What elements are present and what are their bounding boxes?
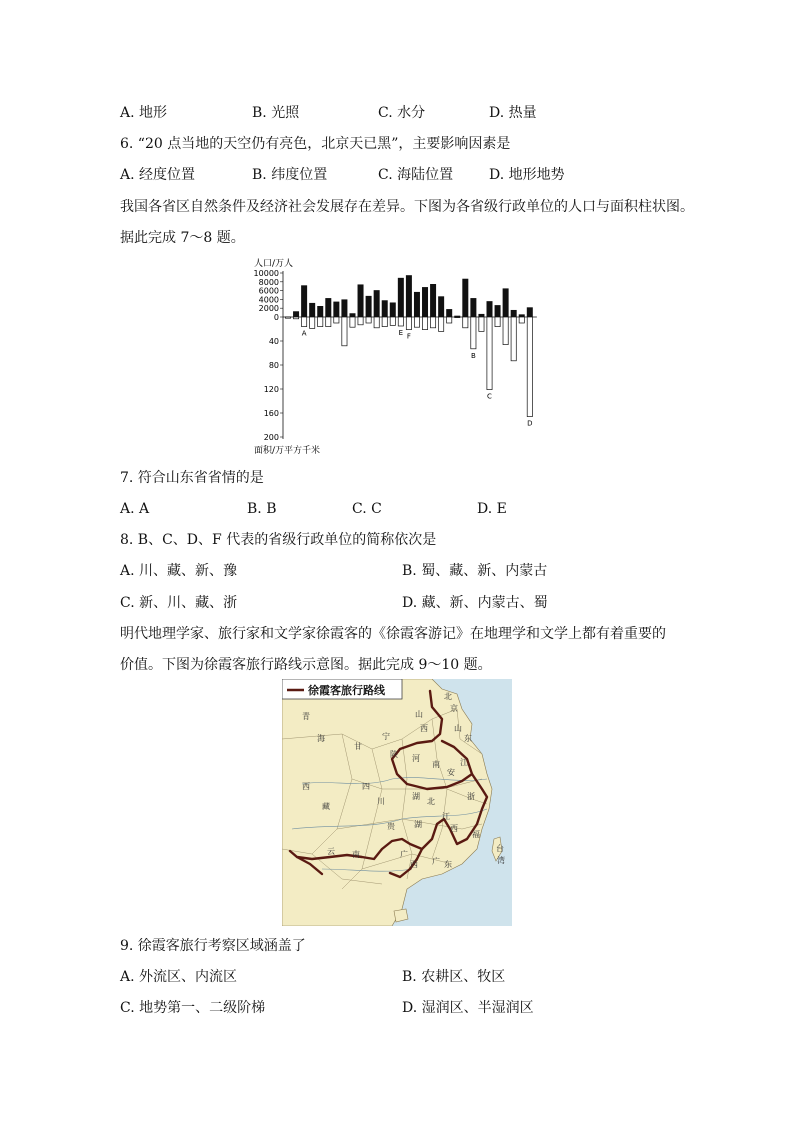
- svg-text:湾: 湾: [497, 856, 505, 865]
- bar-letter-label: B: [470, 351, 476, 360]
- q5-option-d: D. 热量: [489, 105, 537, 121]
- q7-option-c: C. C: [352, 501, 382, 517]
- area-bar: [527, 317, 532, 417]
- svg-text:藏: 藏: [322, 802, 330, 811]
- svg-text:西: 西: [302, 782, 310, 791]
- population-bar: [470, 298, 476, 317]
- population-bar: [374, 290, 380, 317]
- svg-text:宁: 宁: [382, 732, 390, 741]
- q6-option-c: C. 海陆位置: [378, 167, 454, 183]
- q6-option-a: A. 经度位置: [120, 167, 196, 183]
- q6-option-b: B. 纬度位置: [252, 167, 328, 183]
- travel-route-map: [282, 679, 512, 926]
- population-bar: [511, 310, 517, 317]
- area-bar: [479, 317, 484, 331]
- svg-text:广: 广: [432, 857, 440, 866]
- q6-option-d: D. 地形地势: [489, 167, 565, 183]
- area-bar: [439, 317, 444, 331]
- svg-text:西: 西: [410, 860, 418, 869]
- map-legend-label: 徐霞客旅行路线: [308, 684, 385, 697]
- area-bar: [471, 317, 476, 349]
- intro-9-10-line2: 价值。下图为徐霞客旅行路线示意图。据此完成 9～10 题。: [120, 657, 492, 673]
- bar-letter-label: D: [527, 419, 533, 428]
- area-bar: [519, 317, 524, 323]
- svg-text:川: 川: [377, 797, 385, 806]
- svg-text:南: 南: [352, 850, 360, 859]
- q6-stem: 6. “20 点当地的天空仍有亮色，北京天已黑”，主要影响因素是: [120, 136, 511, 152]
- area-bar: [293, 317, 298, 319]
- q9-option-c: C. 地势第一、二级阶梯: [120, 1000, 266, 1016]
- svg-text:海: 海: [317, 734, 325, 743]
- svg-text:安: 安: [447, 768, 455, 777]
- q8-option-a: A. 川、藏、新、豫: [120, 563, 238, 579]
- svg-text:南: 南: [432, 760, 440, 769]
- svg-text:西: 西: [420, 724, 428, 733]
- area-bar: [455, 317, 460, 318]
- svg-text:陕: 陕: [390, 750, 398, 759]
- population-bar: [301, 285, 307, 317]
- q9-option-b: B. 农耕区、牧区: [402, 969, 506, 985]
- population-bar: [293, 311, 299, 317]
- area-tick-label: 40: [268, 337, 279, 346]
- area-bar: [414, 317, 419, 327]
- area-bar: [310, 317, 315, 328]
- population-tick-label: 4000: [258, 295, 279, 305]
- svg-text:广: 广: [400, 850, 408, 859]
- area-tick-label: 80: [268, 361, 279, 370]
- population-bar: [366, 296, 372, 317]
- svg-text:台: 台: [496, 844, 504, 853]
- population-bar: [478, 314, 484, 317]
- svg-text:东: 东: [464, 734, 472, 743]
- population-bar: [349, 313, 355, 317]
- svg-text:甘: 甘: [354, 742, 362, 751]
- svg-text:青: 青: [302, 712, 310, 721]
- svg-text:山: 山: [454, 724, 462, 733]
- area-bar: [390, 317, 395, 325]
- area-bar: [503, 317, 508, 345]
- population-bar: [503, 288, 509, 317]
- population-area-chart: [250, 255, 550, 460]
- bar-letter-label: F: [406, 332, 411, 341]
- svg-text:云: 云: [327, 847, 335, 856]
- svg-text:浙: 浙: [467, 792, 475, 801]
- population-bar: [462, 279, 468, 317]
- population-bar: [519, 314, 525, 317]
- population-bar: [430, 284, 436, 317]
- q7-stem: 7. 符合山东省省情的是: [120, 470, 264, 486]
- area-bar: [285, 317, 290, 318]
- q8-option-c: C. 新、川、藏、浙: [120, 595, 238, 611]
- population-bar: [446, 309, 452, 317]
- population-bar: [438, 296, 444, 317]
- q5-option-b: B. 光照: [252, 105, 300, 121]
- population-tick-label: 0: [273, 313, 279, 322]
- area-bar: [366, 317, 371, 323]
- q8-option-b: B. 蜀、藏、新、内蒙古: [402, 563, 548, 579]
- population-tick-label: 10000: [253, 269, 279, 278]
- population-bar: [487, 301, 493, 317]
- population-bar: [422, 287, 428, 317]
- q7-option-d: D. E: [477, 501, 507, 517]
- svg-text:北: 北: [444, 692, 452, 701]
- intro-7-8-line1: 我国各省区自然条件及经济社会发展存在差异。下图为各省级行政单位的人口与面积柱状图。: [120, 199, 694, 215]
- population-tick-label: 6000: [258, 286, 279, 296]
- q9-stem: 9. 徐霞客旅行考察区域涵盖了: [120, 938, 306, 954]
- population-bar: [398, 278, 404, 317]
- area-bar: [334, 317, 339, 323]
- area-bar: [302, 317, 307, 327]
- area-bar: [406, 317, 411, 330]
- population-tick-label: 8000: [258, 277, 279, 287]
- q5-option-c: C. 水分: [378, 105, 426, 121]
- area-bar: [374, 317, 379, 328]
- population-bar: [309, 303, 315, 317]
- area-tick-label: 200: [263, 433, 279, 442]
- intro-7-8-line2: 据此完成 7～8 题。: [120, 230, 245, 246]
- population-bar: [390, 302, 396, 317]
- population-bar: [495, 305, 501, 317]
- area-bar: [326, 317, 331, 327]
- area-bar: [487, 317, 492, 390]
- area-bar: [430, 317, 435, 328]
- population-bar: [317, 306, 323, 317]
- svg-text:河: 河: [412, 754, 420, 763]
- svg-text:福: 福: [472, 830, 480, 839]
- q8-option-d: D. 藏、新、内蒙古、蜀: [402, 595, 548, 611]
- svg-text:京: 京: [450, 704, 458, 713]
- area-bar: [318, 317, 323, 327]
- area-bar: [511, 317, 516, 361]
- area-tick-label: 120: [263, 385, 279, 394]
- population-bar: [333, 302, 339, 317]
- area-bar: [398, 317, 403, 326]
- area-bar: [495, 317, 500, 327]
- population-bar: [382, 300, 388, 317]
- area-bar: [358, 317, 363, 325]
- svg-text:江: 江: [442, 812, 450, 821]
- svg-text:北: 北: [427, 797, 435, 806]
- svg-text:江: 江: [460, 758, 468, 767]
- q9-option-d: D. 湿润区、半湿润区: [402, 1000, 534, 1016]
- q9-option-a: A. 外流区、内流区: [120, 969, 238, 985]
- population-bar: [341, 299, 347, 317]
- q7-option-a: A. A: [120, 501, 150, 517]
- population-axis-label: 人口/万人: [254, 259, 294, 269]
- population-bar: [325, 298, 331, 317]
- population-bar: [406, 275, 412, 317]
- area-bar: [350, 317, 355, 327]
- area-bar: [447, 317, 452, 323]
- q8-stem: 8. B、C、D、F 代表的省级行政单位的简称依次是: [120, 532, 437, 548]
- population-tick-label: 2000: [258, 304, 279, 314]
- q7-option-b: B. B: [247, 501, 277, 517]
- area-tick-label: 160: [263, 409, 279, 418]
- svg-text:西: 西: [450, 824, 458, 833]
- area-bar: [463, 317, 468, 328]
- area-axis-label: 面积/万平方千米: [254, 446, 321, 456]
- bar-letter-label: E: [398, 329, 404, 337]
- intro-9-10-line1: 明代地理学家、旅行家和文学家徐霞客的《徐霞客游记》在地理学和文学上都有着重要的: [120, 626, 666, 642]
- population-bar: [414, 292, 420, 317]
- svg-text:四: 四: [362, 782, 370, 791]
- q5-option-a: A. 地形: [120, 105, 168, 121]
- svg-text:贵: 贵: [387, 822, 395, 831]
- svg-text:湖: 湖: [412, 792, 420, 801]
- bar-letter-label: A: [301, 329, 307, 338]
- population-bar: [358, 284, 364, 317]
- svg-text:东: 东: [444, 860, 452, 869]
- area-bar: [382, 317, 387, 327]
- svg-text:湖: 湖: [414, 820, 422, 829]
- svg-text:山: 山: [415, 710, 423, 719]
- population-bar: [527, 307, 533, 317]
- area-bar: [422, 317, 427, 330]
- bar-letter-label: C: [487, 392, 492, 401]
- area-bar: [342, 317, 347, 346]
